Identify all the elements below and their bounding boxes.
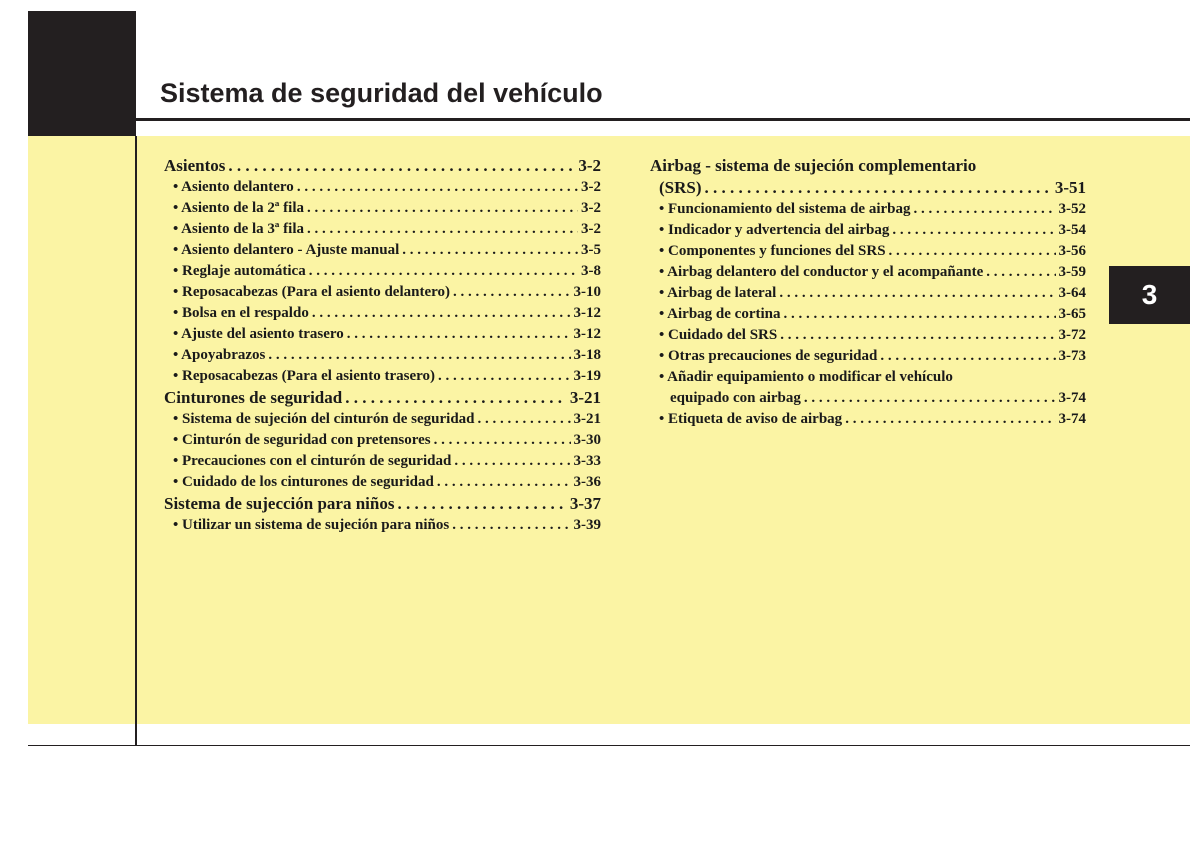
bottom-rule xyxy=(28,745,1190,746)
toc-entry-page: 3-12 xyxy=(573,305,601,321)
toc-entry-label: • Asiento delantero - Ajuste manual xyxy=(173,242,400,258)
toc-entry-label: • Reposacabezas (Para el asiento trasero) xyxy=(173,368,435,384)
toc-leader-dots xyxy=(438,366,571,387)
toc-entry-label: • Apoyabrazos xyxy=(173,347,266,363)
toc-entry[interactable] xyxy=(650,155,1086,177)
toc-entry-page: 3-73 xyxy=(1058,348,1086,364)
toc-entry[interactable] xyxy=(164,430,601,451)
toc-entry-label: • Funcionamiento del sistema de airbag xyxy=(659,201,911,217)
toc-entry-page: 3-52 xyxy=(1058,201,1086,217)
toc-entry-label: • Asiento de la 2ª fila xyxy=(173,200,305,216)
toc-entry[interactable] xyxy=(164,387,601,409)
toc-entry-label: • Airbag de lateral xyxy=(659,285,777,301)
toc-entry[interactable] xyxy=(164,451,601,472)
toc-entry-page: 3-21 xyxy=(573,411,601,427)
toc-entry-page: 3-74 xyxy=(1058,411,1086,427)
toc-leader-dots xyxy=(780,325,1055,346)
toc-entry-page: 3-36 xyxy=(573,474,601,490)
toc-entry-page: 3-19 xyxy=(573,368,601,384)
toc-entry-page: 3-10 xyxy=(573,284,601,300)
toc-entry-label: • Indicador y advertencia del airbag xyxy=(659,222,890,238)
toc-entry[interactable] xyxy=(164,324,601,345)
toc-entry[interactable] xyxy=(164,282,601,303)
toc-leader-dots xyxy=(986,262,1055,283)
toc-leader-dots xyxy=(347,324,571,345)
toc-entry-label: Cinturones de seguridad xyxy=(164,388,343,407)
toc-entry[interactable] xyxy=(164,261,601,282)
toc-column-right xyxy=(650,155,1086,430)
toc-entry-label: • Precauciones con el cinturón de seguridad xyxy=(173,453,452,469)
toc-entry-page: 3-2 xyxy=(581,179,601,195)
toc-entry[interactable] xyxy=(164,472,601,493)
toc-entry-page: 3-5 xyxy=(581,242,601,258)
toc-leader-dots xyxy=(892,220,1055,241)
toc-leader-dots xyxy=(452,515,570,536)
toc-leader-dots xyxy=(309,261,578,282)
toc-entry-page: 3-72 xyxy=(1058,327,1086,343)
toc-entry-label: • Asiento de la 3ª fila xyxy=(173,221,305,237)
toc-entry-page: 3-2 xyxy=(581,200,601,216)
vertical-divider xyxy=(135,136,137,746)
toc-leader-dots xyxy=(784,304,1056,325)
toc-entry[interactable] xyxy=(164,240,601,261)
toc-entry-page: 3-2 xyxy=(581,221,601,237)
toc-leader-dots xyxy=(297,177,578,198)
toc-entry-label: • Bolsa en el respaldo xyxy=(173,305,309,321)
toc-entry-label: • Reposacabezas (Para el asiento delantero) xyxy=(173,284,451,300)
toc-leader-dots xyxy=(402,240,578,261)
toc-entry-page: 3-33 xyxy=(573,453,601,469)
toc-entry-label: • Cinturón de seguridad con pretensores xyxy=(173,432,431,448)
toc-entry-page: 3-74 xyxy=(1058,390,1086,406)
toc-entry-label: • Componentes y funciones del SRS xyxy=(659,243,886,259)
toc-entry-label: Sistema de sujección para niños xyxy=(164,494,395,513)
page-title: Sistema de seguridad del vehículo xyxy=(160,78,603,108)
toc-entry-label: • Etiqueta de aviso de airbag xyxy=(659,411,843,427)
toc-entry-label: • Cuidado del SRS xyxy=(659,327,778,343)
toc-entry-label: equipado con airbag xyxy=(670,390,801,406)
toc-entry-page: 3-12 xyxy=(573,326,601,342)
toc-entry-label: Asientos xyxy=(164,156,226,175)
toc-entry-page: 3-65 xyxy=(1058,306,1086,322)
toc-column-left xyxy=(164,155,601,536)
toc-entry[interactable] xyxy=(650,177,1086,199)
toc-entry-label: (SRS) xyxy=(659,178,702,197)
toc-leader-dots xyxy=(453,282,570,303)
toc-leader-dots xyxy=(454,451,570,472)
toc-leader-dots xyxy=(914,199,1056,220)
toc-entry-label: • Ajuste del asiento trasero xyxy=(173,326,344,342)
toc-entry[interactable] xyxy=(650,241,1086,262)
toc-entry[interactable] xyxy=(650,220,1086,241)
toc-leader-dots xyxy=(307,219,578,240)
toc-leader-dots xyxy=(880,346,1055,367)
toc-leader-dots xyxy=(434,430,571,451)
toc-entry-label: • Asiento delantero xyxy=(173,179,294,195)
toc-leader-dots xyxy=(268,345,570,366)
toc-leader-dots xyxy=(228,155,575,177)
toc-entry-page: 3-21 xyxy=(569,388,601,407)
toc-leader-dots xyxy=(345,387,567,409)
toc-leader-dots xyxy=(307,198,578,219)
toc-entry-page: 3-18 xyxy=(573,347,601,363)
toc-entry-page: 3-64 xyxy=(1058,285,1086,301)
toc-entry[interactable] xyxy=(650,199,1086,220)
toc-entry[interactable] xyxy=(650,346,1086,367)
toc-entry-page: 3-8 xyxy=(581,263,601,279)
toc-entry-label: • Otras precauciones de seguridad xyxy=(659,348,878,364)
toc-entry-label: • Cuidado de los cinturones de seguridad xyxy=(173,474,434,490)
toc-entry[interactable] xyxy=(164,303,601,324)
toc-entry[interactable] xyxy=(650,388,1086,409)
toc-entry-label: • Sistema de sujeción del cinturón de seguridad xyxy=(173,411,475,427)
toc-entry[interactable] xyxy=(164,409,601,430)
toc-entry[interactable] xyxy=(164,219,601,240)
toc-entry-label: • Añadir equipamiento o modificar el vehículo xyxy=(659,369,953,385)
toc-leader-dots xyxy=(437,472,571,493)
toc-leader-dots xyxy=(397,493,566,515)
toc-leader-dots xyxy=(779,283,1055,304)
toc-entry[interactable] xyxy=(164,198,601,219)
toc-entry[interactable] xyxy=(650,325,1086,346)
chapter-tab xyxy=(1109,266,1190,324)
toc-entry[interactable] xyxy=(164,493,601,515)
toc-entry[interactable] xyxy=(164,177,601,198)
toc-entry-page: 3-51 xyxy=(1054,178,1086,197)
toc-leader-dots xyxy=(889,241,1056,262)
toc-entry-page: 3-39 xyxy=(573,517,601,533)
toc-leader-dots xyxy=(804,388,1056,409)
toc-leader-dots xyxy=(845,409,1055,430)
toc-entry[interactable] xyxy=(164,366,601,387)
toc-leader-dots xyxy=(312,303,571,324)
toc-entry-label: • Airbag delantero del conductor y el acompañante xyxy=(659,264,984,280)
chapter-number: 3 xyxy=(1141,279,1158,310)
header-black-tab xyxy=(28,11,136,136)
toc-entry-page: 3-2 xyxy=(578,156,601,175)
toc-entry-page: 3-30 xyxy=(573,432,601,448)
toc-entry[interactable] xyxy=(164,515,601,536)
toc-entry[interactable] xyxy=(164,345,601,366)
toc-leader-dots xyxy=(478,409,571,430)
toc-entry-label: Airbag - sistema de sujeción complementario xyxy=(650,156,977,175)
toc-entry[interactable] xyxy=(650,262,1086,283)
toc-entry-page: 3-54 xyxy=(1058,222,1086,238)
toc-entry[interactable] xyxy=(650,304,1086,325)
toc-entry-label: • Airbag de cortina xyxy=(659,306,781,322)
toc-entry-label: • Utilizar un sistema de sujeción para niños xyxy=(173,517,450,533)
toc-entry-page: 3-37 xyxy=(569,494,601,513)
toc-entry-page: 3-56 xyxy=(1058,243,1086,259)
title-rule xyxy=(136,118,1190,121)
toc-entry[interactable] xyxy=(650,367,1086,388)
toc-leader-dots xyxy=(705,177,1052,199)
toc-entry[interactable] xyxy=(650,283,1086,304)
toc-entry-label: • Reglaje automática xyxy=(173,263,306,279)
toc-entry-page: 3-59 xyxy=(1058,264,1086,280)
toc-entry[interactable] xyxy=(650,409,1086,430)
toc-entry[interactable] xyxy=(164,155,601,177)
